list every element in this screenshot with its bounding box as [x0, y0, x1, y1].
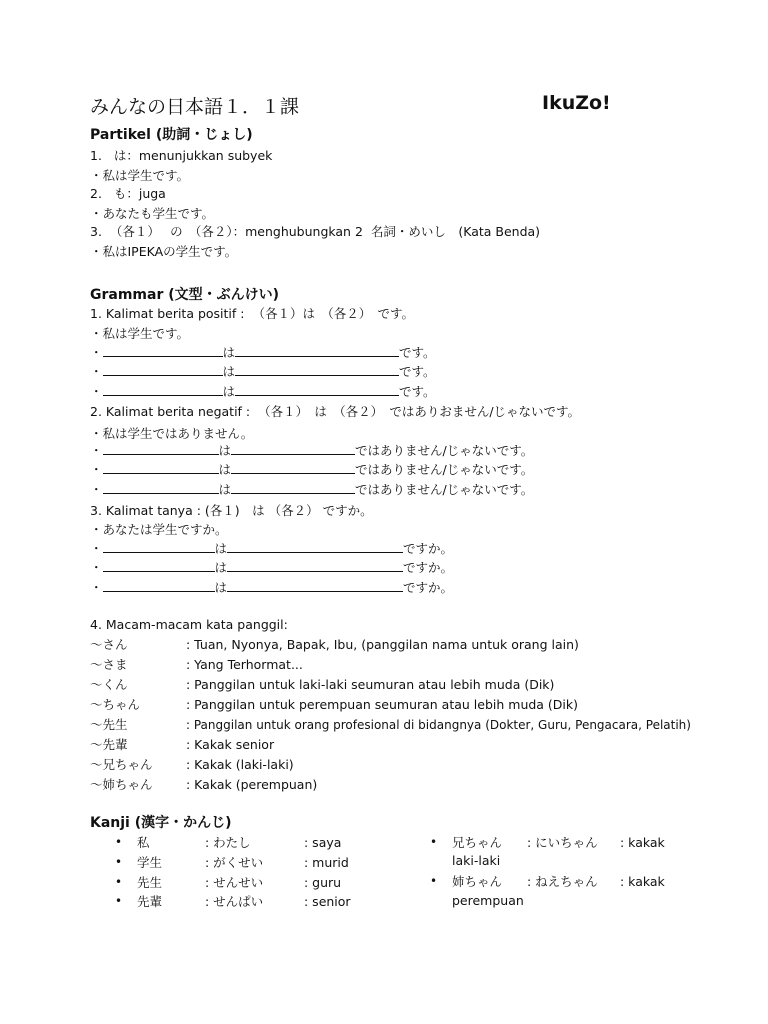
blank-field[interactable]	[227, 580, 403, 592]
fill-blank-row: ・ は ではありません/じゃないです。	[90, 462, 534, 477]
blank-field[interactable]	[231, 443, 355, 455]
kanji-meaning: : kakak	[620, 874, 665, 889]
fill-blank-row: ・ は です。	[90, 384, 436, 399]
kanji-meaning: : saya	[304, 835, 342, 850]
bullet-icon: •	[430, 835, 438, 849]
partikel-line: 1. は：menunjukkan subyek	[90, 148, 273, 163]
panggilan-desc: : Panggilan untuk orang profesional di bidangnya (Dokter, Guru, Pengacara, Pelatih)	[186, 718, 691, 732]
panggilan-term: ～先輩	[90, 737, 128, 752]
bullet-icon: •	[115, 894, 123, 908]
panggilan-term: ～さん	[90, 637, 128, 652]
blank-field[interactable]	[235, 384, 399, 396]
fill-blank-row: ・ は ですか。	[90, 580, 454, 595]
blank-field[interactable]	[227, 541, 403, 553]
blank-field[interactable]	[103, 482, 219, 494]
bullet-icon: •	[430, 874, 438, 888]
grammar-question-example: ・あなたは学生ですか。	[90, 522, 228, 537]
fill-blank-row: ・ は ですか。	[90, 541, 454, 556]
kanji-meaning-continued: laki-laki	[452, 853, 501, 868]
partikel-line: ・私はIPEKAの学生です。	[90, 244, 238, 259]
panggilan-term: ～ちゃん	[90, 697, 141, 712]
kanji-term: 兄ちゃん	[452, 835, 503, 850]
kanji-meaning: : kakak	[620, 835, 665, 850]
kanji-meaning: : senior	[304, 894, 351, 909]
blank-field[interactable]	[231, 482, 355, 494]
kanji-meaning-continued: perempuan	[452, 893, 524, 908]
blank-field[interactable]	[227, 560, 403, 572]
kanji-reading: : せんせい	[205, 875, 264, 890]
blank-field[interactable]	[235, 345, 399, 357]
grammar-heading: Grammar (文型・ぶんけい)	[90, 287, 280, 303]
panggilan-desc: : Kakak (perempuan)	[186, 777, 318, 792]
blank-field[interactable]	[103, 580, 215, 592]
partikel-line: 2. も：juga	[90, 186, 166, 201]
blank-field[interactable]	[235, 364, 399, 376]
grammar-negative-example: ・私は学生ではありません。	[90, 426, 254, 441]
kanji-term: 先輩	[137, 894, 163, 909]
fill-blank-row: ・ は ではありません/じゃないです。	[90, 482, 534, 497]
grammar-negative-label: 2. Kalimat berita negatif : （各１） は （各２） ではありおません/じゃないです。	[90, 404, 581, 419]
partikel-line: ・あなたも学生です。	[90, 206, 215, 221]
kanji-term: 姉ちゃん	[452, 874, 503, 889]
blank-field[interactable]	[103, 541, 215, 553]
brand-title: IkuZo!	[542, 92, 611, 114]
panggilan-term: ～先生	[90, 717, 128, 732]
bullet-icon: •	[115, 875, 123, 889]
kanji-meaning: : guru	[304, 875, 342, 890]
partikel-heading: Partikel (助詞・じょし)	[90, 127, 253, 143]
blank-field[interactable]	[103, 364, 223, 376]
kanji-meaning: : murid	[304, 855, 349, 870]
panggilan-desc: : Tuan, Nyonya, Bapak, Ibu, (panggilan nama untuk orang lain)	[186, 637, 579, 652]
panggilan-desc: : Kakak senior	[186, 737, 275, 752]
partikel-line: 3. （各１） の （各２）：menghubungkan 2 名詞・めいし (Kata Benda)	[90, 224, 541, 239]
blank-field[interactable]	[103, 345, 223, 357]
kanji-term: 私	[137, 835, 150, 850]
panggilan-desc: : Panggilan untuk laki-laki seumuran atau lebih muda (Dik)	[186, 677, 555, 692]
blank-field[interactable]	[231, 462, 355, 474]
document-title: みんなの日本語１．１課	[90, 96, 300, 118]
fill-blank-row: ・ は ですか。	[90, 560, 454, 575]
panggilan-desc: : Yang Terhormat...	[186, 657, 303, 672]
grammar-positive-example: ・私は学生です。	[90, 326, 190, 341]
kanji-reading: : わたし	[205, 835, 251, 850]
blank-field[interactable]	[103, 462, 219, 474]
fill-blank-row: ・ は です。	[90, 364, 436, 379]
kanji-heading: Kanji (漢字・かんじ)	[90, 815, 232, 831]
blank-field[interactable]	[103, 443, 219, 455]
panggilan-term: ～さま	[90, 657, 128, 672]
grammar-question-label: 3. Kalimat tanya : (各１) は （各２） ですか。	[90, 503, 373, 518]
panggilan-term: ～兄ちゃん	[90, 757, 153, 772]
panggilan-term: ～姉ちゃん	[90, 777, 153, 792]
blank-field[interactable]	[103, 560, 215, 572]
grammar-positive-label: 1. Kalimat berita positif : （各１）は （各２） です。	[90, 306, 414, 321]
panggilan-desc: : Kakak (laki-laki)	[186, 757, 294, 772]
kanji-term: 学生	[137, 855, 163, 870]
kanji-reading: : にいちゃん	[527, 835, 598, 850]
fill-blank-row: ・ は です。	[90, 345, 436, 360]
kanji-reading: : がくせい	[205, 855, 264, 870]
blank-field[interactable]	[103, 384, 223, 396]
kanji-term: 先生	[137, 875, 163, 890]
partikel-line: ・私は学生です。	[90, 168, 190, 183]
bullet-icon: •	[115, 835, 123, 849]
kanji-reading: : ねえちゃん	[527, 874, 598, 889]
bullet-icon: •	[115, 855, 123, 869]
fill-blank-row: ・ は ではありません/じゃないです。	[90, 443, 534, 458]
panggilan-term: ～くん	[90, 677, 128, 692]
panggilan-desc: : Panggilan untuk perempuan seumuran atau lebih muda (Dik)	[186, 697, 579, 712]
panggilan-heading: 4. Macam-macam kata panggil:	[90, 617, 288, 632]
kanji-reading: : せんぱい	[205, 894, 264, 909]
